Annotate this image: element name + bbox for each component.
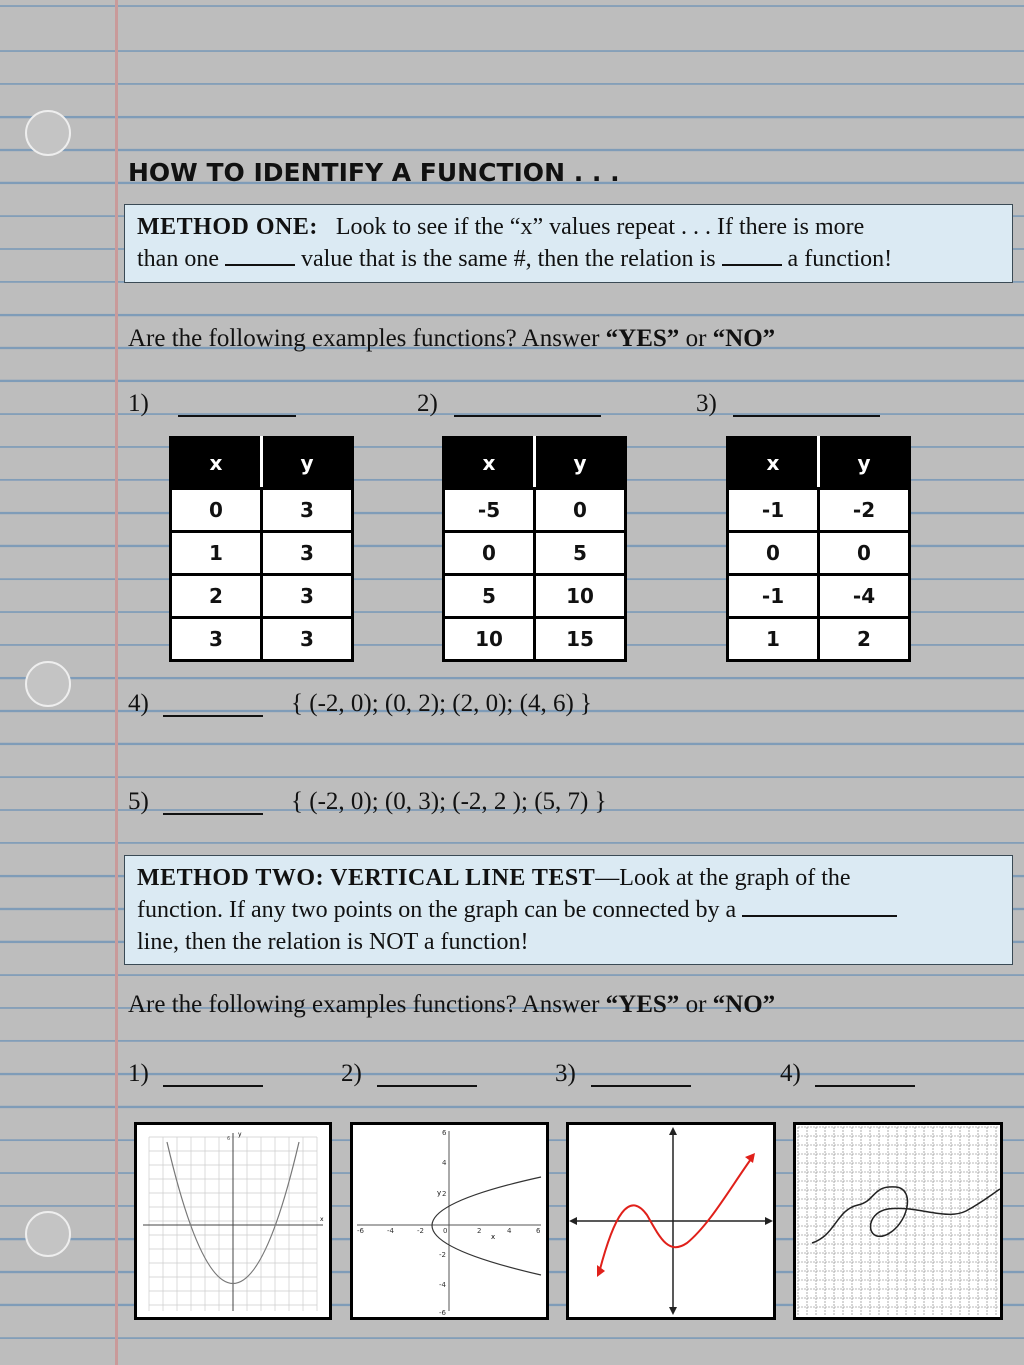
graph-parabola [134,1122,332,1320]
method-one-text: than one [137,246,219,272]
answer-blank[interactable] [178,395,296,417]
tick-label: -4 [387,1227,394,1235]
table-row: 5 10 [444,575,626,618]
x-axis-label: x [320,1216,324,1223]
question-number: 1) [128,1060,149,1087]
ordered-pair-set: { (-2, 0); (0, 3); (-2, 2 ); (5, 7) } [291,788,607,815]
or-text: or [685,325,707,352]
answer-blank[interactable] [225,244,295,266]
prompt-text: Are the following examples functions? Answer [128,991,600,1018]
question-number: 5) [128,788,149,815]
table-row: 10 15 [444,618,626,661]
table-header: x [171,438,262,489]
margin-line [115,0,118,1365]
answer-blank[interactable] [815,1065,915,1087]
binder-hole [25,110,71,156]
table-header: y [819,438,910,489]
yes-answer: “YES” [605,325,680,352]
method-two-text: line, then the relation is NOT a function! [137,929,529,955]
method-two-text: function. If any two points on the graph can be connected by a [137,897,737,923]
binder-hole [25,1211,71,1257]
answer-blank[interactable] [454,395,601,417]
tick-label: 6 [536,1227,541,1235]
graph-loop [793,1122,1003,1320]
question-number: 2) [417,390,438,417]
prompt-text: Are the following examples functions? Answer [128,325,600,352]
question-number: 3) [555,1060,576,1087]
table-row: -5 0 [444,489,626,532]
method-two-text: —Look at the graph of the [595,865,851,891]
sideways-parabola-curve [432,1177,541,1275]
xy-table [169,436,354,662]
table-row: 1 3 [171,532,353,575]
answer-blank[interactable] [163,1065,263,1087]
method-one-text: value that is the same #, then the relation is [300,246,716,272]
x-axis-label: x [491,1233,496,1241]
xy-table [442,436,627,662]
answer-blank[interactable] [742,895,897,917]
table-header: x [728,438,819,489]
table-header: y [535,438,626,489]
answer-blank[interactable] [591,1065,691,1087]
tick-label: 2 [442,1190,447,1198]
question-number: 3) [696,390,717,417]
question-number: 4) [780,1060,801,1087]
tick-label: 4 [442,1159,447,1167]
table-row: 0 0 [728,532,910,575]
question-number: 1) [128,390,149,417]
method-one-label: METHOD ONE: [137,214,318,240]
answer-blank[interactable] [722,244,782,266]
answer-blank[interactable] [377,1065,477,1087]
method-one-box [124,204,1013,283]
graph-cubic [566,1122,776,1320]
table-row: 2 3 [171,575,353,618]
answer-blank[interactable] [163,793,263,815]
ordered-pair-set: { (-2, 0); (0, 2); (2, 0); (4, 6) } [291,690,593,717]
table-header: x [444,438,535,489]
yes-answer: “YES” [605,991,680,1018]
table-row: 0 5 [444,532,626,575]
tick-label: -2 [417,1227,424,1235]
xy-table [726,436,911,662]
question-prompt [128,325,775,353]
question-prompt [128,991,775,1019]
table-row: 1 2 [728,618,910,661]
method-two-label: METHOD TWO: VERTICAL LINE TEST [137,865,596,891]
answer-blank[interactable] [163,695,263,717]
table-header: y [262,438,353,489]
tick-label: 4 [507,1227,512,1235]
tick-label: -6 [439,1309,446,1317]
page-title: HOW TO IDENTIFY A FUNCTION . . . [128,158,620,187]
table-row: -1 -4 [728,575,910,618]
question-number: 4) [128,690,149,717]
no-answer: “NO” [712,325,776,352]
table-row: -1 -2 [728,489,910,532]
method-two-box [124,855,1013,965]
tick-label: 6 [442,1129,447,1137]
table-row: 0 3 [171,489,353,532]
tick-label: -4 [439,1281,446,1289]
y-axis-label: y [437,1189,442,1197]
tick-label: -2 [439,1251,446,1259]
graph-sideways-parabola [350,1122,549,1320]
tick-label: 0 [443,1227,448,1235]
tick-label: 2 [477,1227,482,1235]
table-row: 3 3 [171,618,353,661]
method-one-text: Look to see if the “x” values repeat . . . If there is more [335,214,865,240]
question-number: 2) [341,1060,362,1087]
tick-label: -6 [357,1227,364,1235]
answer-blank[interactable] [733,395,880,417]
y-axis-label: y [238,1131,242,1138]
cubic-curve [599,1159,751,1273]
or-text: or [685,991,707,1018]
method-one-text: a function! [787,246,893,272]
no-answer: “NO” [712,991,776,1018]
tick-label: 6 [227,1136,231,1142]
binder-hole [25,661,71,707]
